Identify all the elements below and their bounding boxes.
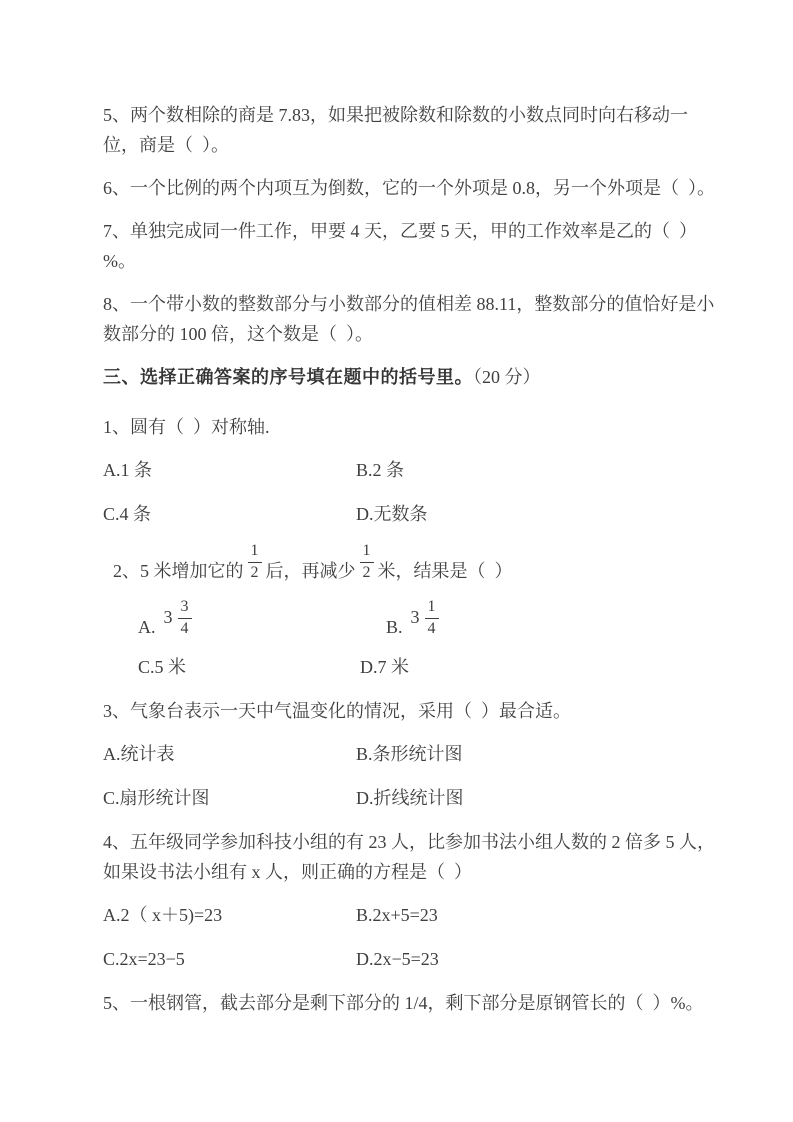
choice-q2-text-suffix: 米，结果是（ ）	[377, 560, 513, 581]
choice-q3-option-d: D.折线统计图	[356, 787, 464, 808]
exam-content	[103, 100, 723, 1018]
choice-q3-text: 3、气象台表示一天中气温变化的情况，采用（ ）最合适。	[103, 700, 571, 721]
fill-question-8: 8、一个带小数的整数部分与小数部分的值相差 88.11，整数部分的值恰好是小数部分的 100 倍，这个数是（ ）。	[103, 294, 715, 344]
choice-q1-option-c: C.4 条	[103, 504, 152, 524]
option-b-label: B.	[386, 616, 403, 637]
fill-question-6: 6、一个比例的两个内项互为倒数，它的一个外项是 0.8，另一个外项是（ ）。	[103, 178, 715, 198]
choice-q2-option-d: D.7 米	[360, 656, 409, 677]
fraction-one-half	[248, 543, 262, 582]
choice-q3-option-c: C.扇形统计图	[103, 787, 210, 808]
choice-q2-option-a	[138, 599, 373, 642]
choice-q2-text	[103, 543, 723, 586]
mixed-number-three-and-three-quarters	[163, 597, 196, 637]
choice-q1-options-row1	[103, 455, 723, 485]
choice-q3-options-row1	[103, 739, 723, 769]
fraction-numerator: 1	[360, 543, 374, 563]
choice-q1-option-d: D.无数条	[356, 504, 428, 524]
mixed-whole: 3	[410, 606, 420, 627]
choice-q4-options-row1	[103, 900, 723, 930]
fraction-numerator: 1	[425, 599, 439, 619]
choice-q5-text: 5、一根钢管，截去部分是剩下部分的 1/4，剩下部分是原钢管长的（ ）%。	[103, 992, 704, 1013]
choice-q4-option-b: B.2x+5=23	[356, 904, 438, 925]
mixed-number-three-and-one-quarter	[410, 597, 443, 637]
fraction-three-quarters	[178, 599, 192, 638]
section-three-title-text: 三、选择正确答案的序号填在题中的括号里。	[103, 367, 473, 387]
choice-q1-text: 1、圆有（ ）对称轴.	[103, 417, 270, 437]
fraction-denominator: 2	[362, 563, 371, 581]
fraction-denominator: 2	[250, 563, 259, 581]
fraction-denominator: 4	[427, 619, 436, 637]
choice-q4-option-d: D.2x−5=23	[356, 948, 439, 969]
fraction-one-half	[360, 543, 374, 582]
fraction-numerator: 3	[178, 599, 192, 619]
choice-q3-option-a: A.统计表	[103, 743, 175, 764]
mixed-whole: 3	[163, 606, 173, 627]
fill-question-5: 5、两个数相除的商是 7.83，如果把被除数和除数的小数点同时向右移动一位，商是（ ）。	[103, 105, 688, 155]
choice-q4-option-c: C.2x=23−5	[103, 948, 185, 969]
choice-q2-options-row1	[103, 599, 723, 642]
choice-q3-options-row2	[103, 783, 723, 813]
choice-q1-option-b: B.2 条	[356, 460, 405, 480]
section-three-title	[103, 362, 723, 392]
fraction-one-quarter	[425, 599, 439, 638]
option-a-label: A.	[138, 616, 156, 637]
choice-q3-option-b: B.条形统计图	[356, 743, 463, 764]
choice-q4-option-a: A.2（ x＋5)=23	[103, 904, 223, 925]
choice-q1-options-row2	[103, 499, 723, 529]
choice-q2-text-middle: 后，再减少	[265, 560, 356, 581]
choice-q2-text-prefix: 2、5 米增加它的	[113, 560, 244, 581]
fraction-denominator: 4	[180, 619, 189, 637]
choice-q2-options-row2	[103, 652, 723, 682]
fraction-numerator: 1	[248, 543, 262, 563]
choice-q1-option-a: A.1 条	[103, 460, 152, 480]
section-three-score: （20 分）	[473, 367, 541, 387]
choice-q4-options-row2	[103, 944, 723, 974]
choice-q2-option-c: C.5 米	[138, 656, 187, 677]
choice-q4-text: 4、五年级同学参加科技小组的有 23 人，比参加书法小组人数的 2 倍多 5 人，如果设书法小组有 x 人，则正确的方程是（ ）	[103, 831, 715, 882]
choice-q2-option-b	[373, 599, 723, 642]
fill-question-7: 7、单独完成同一件工作，甲要 4 天，乙要 5 天，甲的工作效率是乙的（ ）%。	[103, 221, 697, 271]
